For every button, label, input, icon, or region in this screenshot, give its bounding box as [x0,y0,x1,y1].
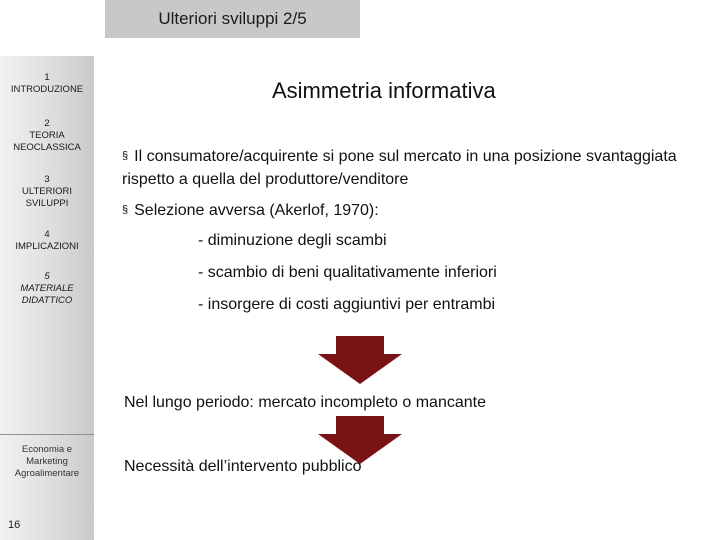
sidebar-item-ulteriori-sviluppi[interactable] [0,174,94,210]
bullet-text: Il consumatore/acquirente si pone sul mercato in una posizione svantaggiata rispetto a quella del produttore/venditore [122,148,677,188]
bullet-text: Selezione avversa (Akerlof, 1970): [134,202,379,219]
sidebar-item-label: IMPLICAZIONI [15,241,79,252]
sub-list-item: - scambio di beni qualitativamente inferiori [198,264,497,281]
sidebar-item-introduzione[interactable] [0,72,94,96]
sidebar-item-number: 1 [44,72,50,83]
sidebar-item-number: 5 [44,271,50,282]
sidebar-divider [0,434,94,435]
sidebar-item-teoria-neoclassica[interactable] [0,118,94,154]
sub-list-item: - diminuzione degli scambi [198,232,387,249]
sidebar-item-label: MATERIALE DIDATTICO [20,283,74,306]
arrow-down-icon [318,336,402,384]
sidebar-item-number: 4 [44,229,50,240]
conclusion-text: Necessità dell’intervento pubblico [124,458,362,475]
sidebar-item-label: ULTERIORI SVILUPPI [22,186,72,209]
header-title: Ulteriori sviluppi 2/5 [158,9,307,28]
bullet-point [122,146,682,191]
sidebar-footer: Economia e Marketing Agroalimentare [14,444,80,479]
bullet-marker-icon: § [122,150,129,162]
conclusion-text: Nel lungo periodo: mercato incompleto o mancante [124,394,486,411]
arrow-down-icon [318,416,402,464]
sidebar-item-label: TEORIA NEOCLASSICA [13,130,81,153]
sidebar-item-number: 2 [44,118,50,129]
sidebar-item-number: 3 [44,174,50,185]
page-number: 16 [8,519,21,531]
bullet-marker-icon: § [122,204,129,216]
slide-title: Asimmetria informativa [272,78,496,103]
sub-list-item: - insorgere di costi aggiuntivi per entrambi [198,296,496,313]
sidebar-item-implicazioni[interactable] [0,229,94,253]
sidebar-item-label: INTRODUZIONE [10,84,84,95]
sidebar-item-materiale-didattico[interactable] [0,271,94,307]
slide-header [105,0,360,38]
bullet-point [122,200,682,223]
